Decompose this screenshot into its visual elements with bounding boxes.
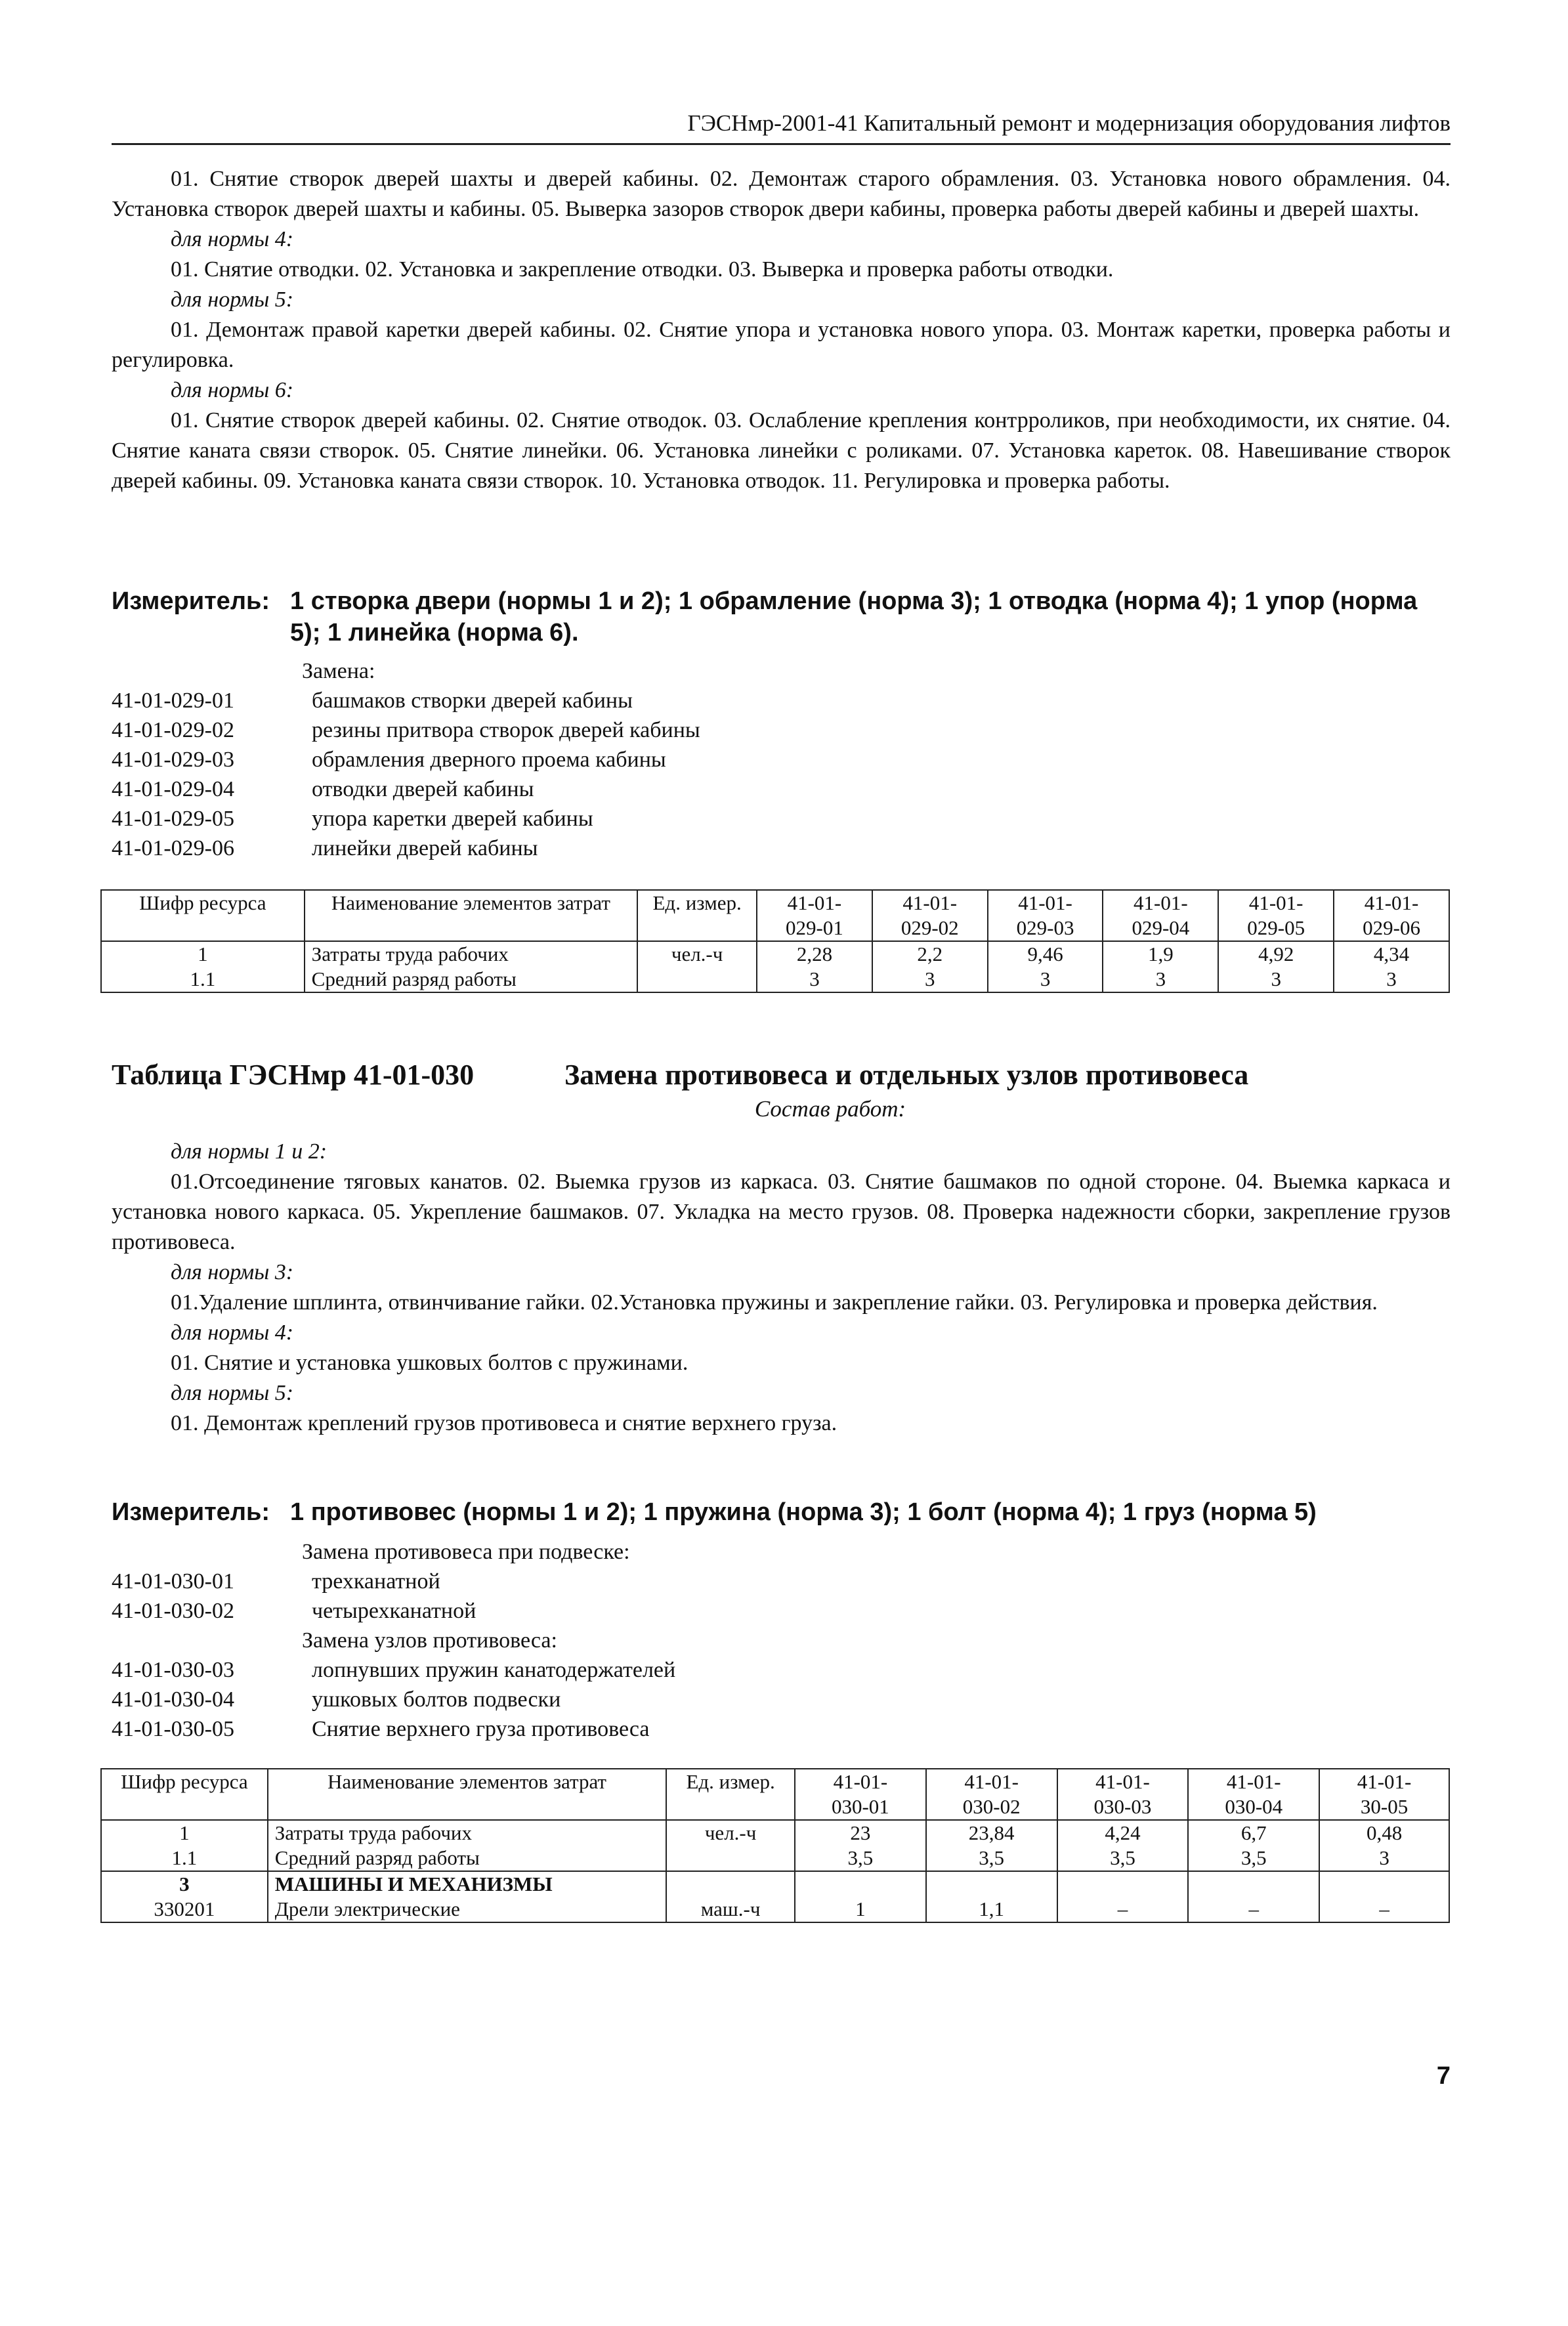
norms-table-2 <box>100 1768 1450 1923</box>
measurer-label: Измеритель: <box>112 1498 270 1526</box>
running-header <box>112 97 1451 145</box>
header-title: ГЭСНмр-2001-41 Капитальный ремонт и модернизация оборудования лифтов <box>687 110 1451 136</box>
norm-label: для нормы 3: <box>171 1260 294 1284</box>
list-item: 41-01-029-03 обрамления дверного проема кабины <box>112 748 666 772</box>
table-number: Таблица ГЭСНмр 41-01-030 <box>112 1059 475 1091</box>
table-header-row: 030-01 030-02 030-03 030-04 30-05 <box>101 1794 1449 1820</box>
norm-codes-list-2 <box>112 1537 1451 1744</box>
work-composition-continued <box>112 164 1451 496</box>
norm-codes-list-1 <box>112 656 1451 863</box>
codes-heading: Замена узлов противовеса: <box>302 1628 557 1653</box>
paragraph-norm-4: 01. Снятие и установка ушковых болтов с пружинами. <box>171 1351 689 1375</box>
paragraph-norm-1-2: 01.Отсоединение тяговых канатов. 02. Выемка грузов из каркаса. 03. Снятие башмаков по одной стороне. 04. Выемка каркаса и установка нового каркаса. 05. Укрепление башмаков. 07. Укладка на место грузов. 08. Проверка надежности сборки, закрепление грузов противовеса. <box>112 1170 1451 1254</box>
measurer-label: Измеритель: <box>112 587 270 615</box>
norms-table-1 <box>100 889 1450 993</box>
table-row: 1 Затраты труда рабочих чел.-ч 2,28 2,2 9,46 1,9 4,92 4,34 <box>101 941 1449 967</box>
table-name: Замена противовеса и отдельных узлов противовеса <box>564 1059 1249 1091</box>
list-item: 41-01-030-03 лопнувших пружин канатодержателей <box>112 1658 676 1682</box>
codes-heading: Замена противовеса при подвеске: <box>302 1540 630 1564</box>
list-item: 41-01-029-02 резины притвора створок дверей кабины <box>112 718 700 742</box>
codes-heading: Замена: <box>302 659 375 683</box>
measurer-text: 1 противовес (нормы 1 и 2); 1 пружина (норма 3); 1 болт (норма 4); 1 груз (норма 5) <box>290 1498 1317 1526</box>
measurer-1 <box>112 585 1451 648</box>
table-header-row: Шифр ресурса Наименование элементов затрат Ед. измер. 41-01- 41-01- 41-01- 41-01- 41-01- 41-01- <box>101 890 1449 916</box>
paragraph-norm-5: 01. Демонтаж правой каретки дверей кабины. 02. Снятие упора и установка нового упора. 03. Монтаж каретки, проверка работы и регулировка. <box>112 318 1451 372</box>
measurer-text: 1 створка двери (нормы 1 и 2); 1 обрамление (норма 3); 1 отводка (норма 4); 1 упор (норма 5); 1 линейка (норма 6). <box>290 587 1418 646</box>
table-row: 1.1 Средний разряд работы 3 3 3 3 3 3 <box>101 967 1449 992</box>
list-item: 41-01-029-05 упора каретки дверей кабины <box>112 807 593 831</box>
list-item: 41-01-029-04 отводки дверей кабины <box>112 777 534 801</box>
norm-label: для нормы 6: <box>171 378 294 402</box>
paragraph-norm-6: 01. Снятие створок дверей кабины. 02. Снятие отводок. 03. Ослабление крепления контрроликов, при необходимости, их снятие. 04. Снятие каната связи створок. 05. Снятие линейки. 06. Установка линейки с роликами. 07. Установка кареток. 08. Навешивание створок дверей кабины. 09. Установка каната связи створок. 10. Установка отводок. 11. Регулировка и проверка работы. <box>112 408 1451 493</box>
measurer-2 <box>112 1496 1451 1528</box>
norm-label: для нормы 4: <box>171 1321 294 1345</box>
table-header-row: 029-01 029-02 029-03 029-04 029-05 029-06 <box>101 916 1449 941</box>
paragraph-norm-3: 01. Снятие створок дверей шахты и дверей кабины. 02. Демонтаж старого обрамления. 03. Установка нового обрамления. 04. Установка створок дверей шахты и кабины. 05. Выверка зазоров створок двери кабины, проверка работы дверей кабины и дверей шахты. <box>112 167 1451 221</box>
list-item: 41-01-030-05 Снятие верхнего груза противовеса <box>112 1717 650 1741</box>
table-row: 330201 Дрели электрические маш.-ч 1 1,1 – – – <box>101 1897 1449 1922</box>
paragraph-norm-4: 01. Снятие отводки. 02. Установка и закрепление отводки. 03. Выверка и проверка работы отводки. <box>171 257 1114 282</box>
paragraph-norm-3: 01.Удаление шплинта, отвинчивание гайки. 02.Установка пружины и закрепление гайки. 03. Регулировка и проверка действия. <box>171 1290 1378 1315</box>
norm-label: для нормы 5: <box>171 287 294 312</box>
work-composition-heading: Состав работ: <box>754 1096 906 1122</box>
paragraph-norm-5: 01. Демонтаж креплений грузов противовеса и снятие верхнего груза. <box>171 1411 837 1435</box>
list-item: 41-01-030-01 трехканатной <box>112 1569 440 1594</box>
norm-label: для нормы 4: <box>171 227 294 251</box>
norm-label: для нормы 5: <box>171 1381 294 1405</box>
list-item: 41-01-030-04 ушковых болтов подвески <box>112 1687 561 1712</box>
work-composition <box>112 1137 1451 1439</box>
table-row: 1 Затраты труда рабочих чел.-ч 23 23,84 4,24 6,7 0,48 <box>101 1820 1449 1846</box>
document-page <box>112 0 1451 2326</box>
list-item: 41-01-030-02 четырехканатной <box>112 1599 477 1623</box>
norm-label: для нормы 1 и 2: <box>171 1139 328 1164</box>
list-item: 41-01-029-01 башмаков створки дверей кабины <box>112 688 633 713</box>
list-item: 41-01-029-06 линейки дверей кабины <box>112 836 538 860</box>
table-row: 1.1 Средний разряд работы 3,5 3,5 3,5 3,5 3 <box>101 1846 1449 1871</box>
table-header-row: Шифр ресурса Наименование элементов затрат Ед. измер. 41-01- 41-01- 41-01- 41-01- 41-01- <box>101 1769 1449 1794</box>
page-number: 7 <box>1436 2062 1451 2090</box>
table-row: 3 МАШИНЫ И МЕХАНИЗМЫ <box>101 1871 1449 1897</box>
